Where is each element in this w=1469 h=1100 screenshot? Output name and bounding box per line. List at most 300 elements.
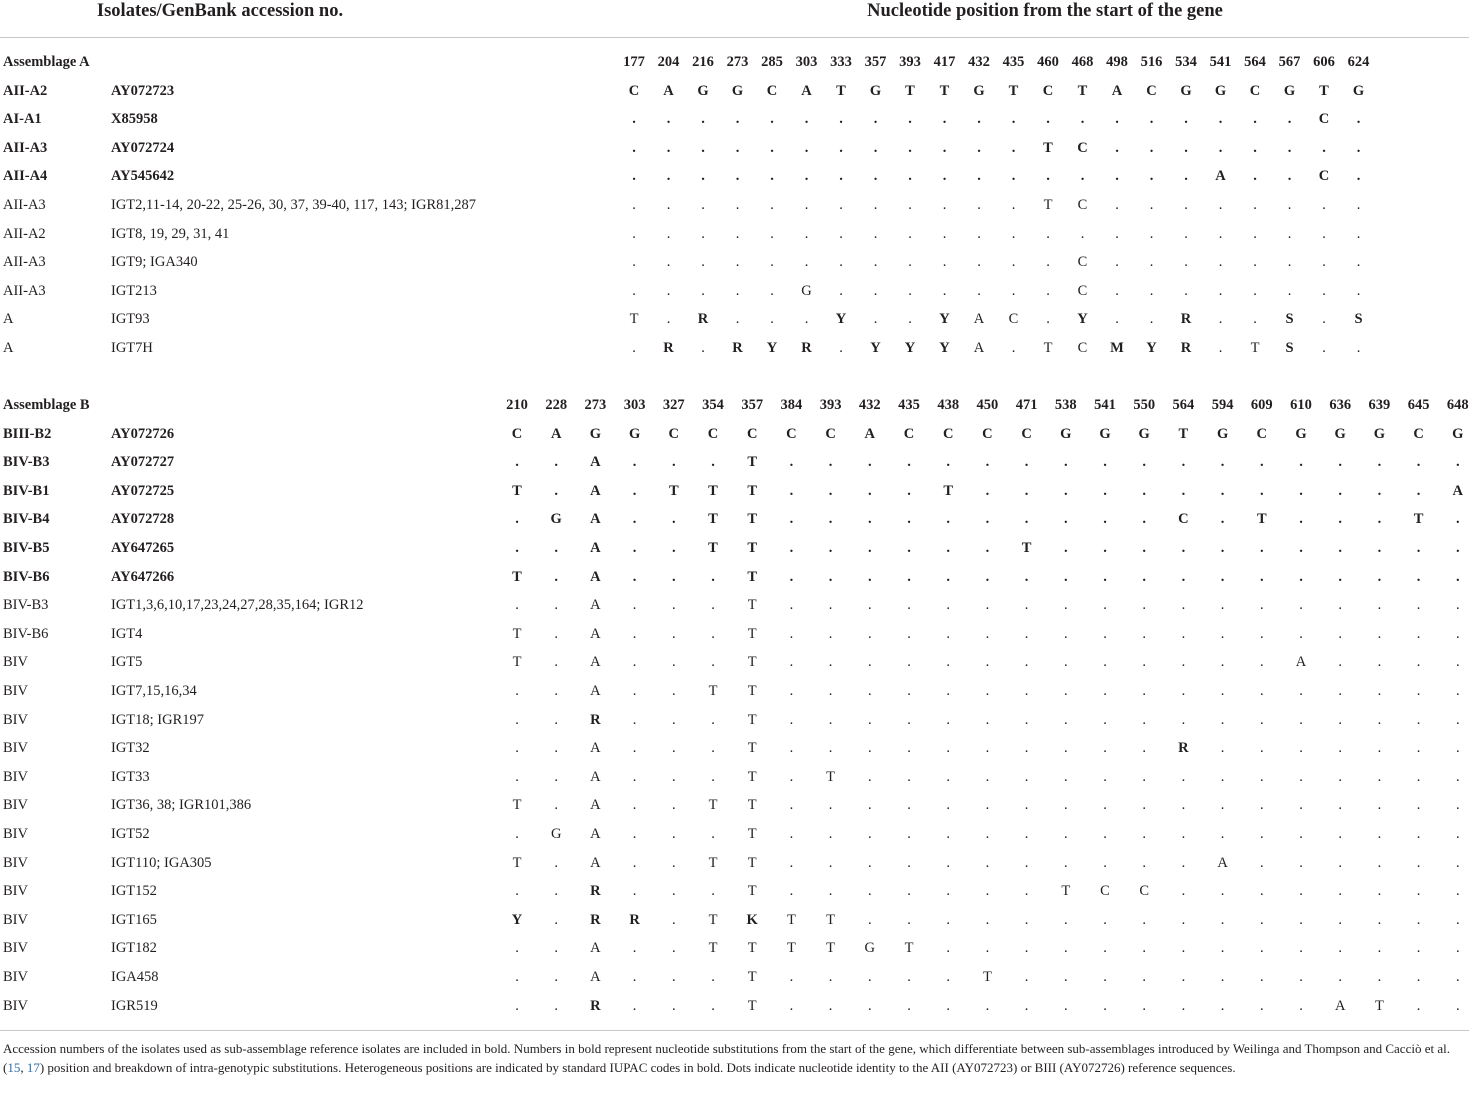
nucleotide-cell: .	[1455, 568, 1460, 585]
nucleotide-cell: .	[985, 454, 990, 471]
nucleotide-cell: .	[1142, 940, 1146, 957]
nucleotide-cell: C	[628, 82, 640, 99]
nucleotide-cell: G	[628, 425, 641, 442]
nucleotide-cell: T	[747, 854, 757, 871]
nucleotide-cell: G	[801, 282, 812, 299]
nucleotide-cell: .	[1416, 482, 1421, 499]
position-header: 594	[1211, 397, 1234, 413]
nucleotide-cell: .	[1142, 854, 1146, 871]
nucleotide-cell: C	[511, 425, 523, 442]
nucleotide-cell: C	[1077, 197, 1088, 213]
nucleotide-cell: .	[1142, 568, 1146, 585]
nucleotide-cell: G	[1138, 425, 1150, 442]
nucleotide-cell: .	[1416, 997, 1421, 1014]
nucleotide-cell: .	[1299, 969, 1303, 985]
nucleotide-cell: T	[905, 82, 915, 99]
nucleotide-cell: .	[554, 654, 558, 671]
nucleotide-cell: .	[908, 197, 912, 213]
nucleotide-cell: .	[515, 454, 519, 471]
nucleotide-cell: .	[554, 540, 558, 556]
nucleotide-cell: .	[1416, 711, 1421, 728]
nucleotide-cell: .	[1253, 311, 1257, 328]
nucleotide-cell: .	[1024, 883, 1029, 900]
nucleotide-cell: .	[1181, 568, 1186, 585]
nucleotide-cell: .	[985, 568, 990, 585]
nucleotide-cell: .	[907, 625, 911, 642]
nucleotide-cell: .	[671, 625, 676, 642]
position-header: 645	[1407, 397, 1430, 413]
subassemblage-label: BIV	[3, 940, 28, 957]
nucleotide-cell: .	[789, 854, 794, 871]
nucleotide-cell: .	[907, 711, 911, 728]
nucleotide-cell: T	[1250, 340, 1260, 356]
nucleotide-cell: .	[632, 168, 636, 185]
nucleotide-cell: .	[907, 482, 911, 499]
nucleotide-cell: .	[711, 740, 715, 757]
nucleotide-cell: .	[1299, 454, 1303, 471]
nucleotide-cell: .	[632, 111, 636, 128]
position-header: 648	[1446, 397, 1469, 413]
nucleotide-cell: .	[1063, 768, 1068, 785]
nucleotide-cell: G	[1060, 425, 1072, 442]
nucleotide-cell: R	[801, 340, 812, 356]
nucleotide-cell: .	[1455, 683, 1460, 699]
nucleotide-cell: .	[770, 254, 774, 271]
nucleotide-cell: .	[1046, 282, 1050, 299]
nucleotide-cell: .	[1142, 683, 1146, 699]
nucleotide-cell: .	[828, 654, 833, 671]
nucleotide-cell: .	[942, 282, 947, 299]
nucleotide-cell: .	[711, 826, 715, 842]
nucleotide-cell: .	[1338, 883, 1342, 900]
nucleotide-cell: T	[1256, 511, 1267, 528]
nucleotide-cell: .	[839, 340, 843, 356]
position-header: 538	[1054, 397, 1077, 413]
nucleotide-cell: .	[1253, 111, 1257, 128]
nucleotide-cell: T	[747, 826, 757, 842]
nucleotide-cell: .	[554, 482, 558, 499]
nucleotide-cell: .	[1024, 597, 1029, 614]
nucleotide-cell: .	[1218, 225, 1223, 242]
nucleotide-cell: .	[1103, 940, 1107, 957]
nucleotide-cell: .	[942, 197, 947, 213]
nucleotide-cell: A	[801, 82, 812, 99]
nucleotide-cell: .	[1181, 969, 1186, 985]
subassemblage-label: BIV	[3, 826, 28, 842]
nucleotide-cell: .	[632, 254, 636, 271]
nucleotide-cell: .	[1024, 969, 1029, 985]
nucleotide-cell: R	[663, 340, 674, 356]
nucleotide-cell: Y	[1077, 311, 1088, 328]
nucleotide-cell: .	[1103, 654, 1107, 671]
nucleotide-cell: .	[1063, 711, 1068, 728]
nucleotide-cell: T	[708, 683, 718, 699]
accession-label: IGT36, 38; IGR101,386	[111, 797, 252, 814]
nucleotide-cell: .	[977, 282, 981, 299]
nucleotide-cell: .	[1181, 854, 1186, 871]
nucleotide-cell: .	[1115, 139, 1119, 156]
nucleotide-cell: .	[1416, 969, 1421, 985]
nucleotide-cell: .	[1142, 654, 1146, 671]
nucleotide-cell: .	[946, 797, 950, 814]
nucleotide-cell: .	[867, 711, 872, 728]
nucleotide-cell: .	[1455, 768, 1460, 785]
subassemblage-label: BIV	[3, 997, 28, 1014]
position-header: 357	[864, 54, 887, 70]
nucleotide-cell: .	[515, 740, 519, 757]
nucleotide-cell: .	[1416, 654, 1421, 671]
accession-label: IGR519	[111, 997, 158, 1014]
nucleotide-cell: R	[1180, 340, 1192, 356]
nucleotide-cell: .	[985, 711, 990, 728]
nucleotide-cell: .	[907, 568, 911, 585]
nucleotide-cell: .	[666, 282, 671, 299]
nucleotide-cell: G	[550, 826, 562, 842]
nucleotide-cell: .	[1416, 625, 1421, 642]
nucleotide-cell: .	[1287, 282, 1292, 299]
nucleotide-cell: A	[590, 969, 601, 985]
nucleotide-cell: .	[1259, 997, 1264, 1014]
position-header: 460	[1037, 54, 1059, 70]
nucleotide-cell: .	[1024, 568, 1029, 585]
nucleotide-cell: .	[1377, 597, 1382, 614]
nucleotide-cell: .	[1063, 540, 1068, 556]
nucleotide-cell: .	[1259, 625, 1264, 642]
nucleotide-cell: .	[873, 282, 878, 299]
nucleotide-cell: .	[985, 826, 990, 842]
nucleotide-cell: .	[632, 454, 637, 471]
nucleotide-cell: .	[1259, 597, 1264, 614]
nucleotide-cell: .	[804, 311, 809, 328]
nucleotide-cell: .	[789, 625, 794, 642]
nucleotide-cell: .	[770, 282, 774, 299]
nucleotide-cell: C	[825, 425, 836, 442]
nucleotide-cell: .	[1416, 940, 1421, 957]
nucleotide-cell: .	[1011, 254, 1016, 271]
accession-label: AY072726	[111, 425, 175, 442]
nucleotide-cell: T	[747, 654, 757, 671]
accession-label: AY072725	[111, 482, 175, 499]
nucleotide-cell: T	[747, 454, 758, 471]
nucleotide-cell: C	[1100, 883, 1110, 900]
position-header: 273	[726, 54, 749, 70]
nucleotide-cell: .	[1377, 854, 1382, 871]
nucleotide-cell: .	[554, 711, 558, 728]
nucleotide-cell: .	[867, 854, 872, 871]
subassemblage-label: BIV	[3, 683, 28, 699]
nucleotide-cell: Y	[835, 311, 847, 328]
nucleotide-cell: T	[1021, 540, 1032, 556]
nucleotide-cell: .	[1259, 482, 1264, 499]
nucleotide-cell: .	[942, 168, 947, 185]
accession-label: IGT9; IGA340	[111, 254, 198, 271]
nucleotide-cell: .	[1356, 139, 1361, 156]
nucleotide-cell: .	[666, 111, 671, 128]
nucleotide-cell: A	[590, 482, 601, 499]
nucleotide-cell: .	[1063, 740, 1068, 757]
header-divider	[0, 37, 1469, 38]
nucleotide-cell: .	[554, 911, 558, 928]
accession-label: AY072727	[111, 454, 175, 471]
nucleotide-cell: .	[1356, 197, 1361, 213]
nucleotide-cell: A	[590, 683, 601, 699]
nucleotide-cell: T	[708, 797, 718, 814]
nucleotide-cell: .	[701, 254, 705, 271]
nucleotide-cell: .	[867, 826, 872, 842]
nucleotide-cell: .	[1356, 168, 1361, 185]
nucleotide-cell: .	[908, 168, 912, 185]
nucleotide-cell: .	[671, 597, 676, 614]
nucleotide-cell: .	[789, 797, 794, 814]
nucleotide-cell: .	[1115, 311, 1119, 328]
nucleotide-cell: .	[1046, 254, 1050, 271]
nucleotide-cell: .	[1299, 482, 1303, 499]
nucleotide-cell: .	[1455, 826, 1460, 842]
nucleotide-cell: .	[828, 797, 833, 814]
nucleotide-cell: .	[515, 768, 519, 785]
section-title: Assemblage B	[3, 397, 90, 413]
nucleotide-cell: M	[1110, 340, 1124, 356]
nucleotide-cell: T	[1178, 425, 1189, 442]
nucleotide-cell: .	[946, 883, 950, 900]
nucleotide-cell: .	[1220, 454, 1225, 471]
nucleotide-cell: .	[711, 568, 715, 585]
subassemblage-label: A	[3, 340, 14, 356]
nucleotide-cell: .	[839, 282, 843, 299]
nucleotide-cell: .	[1011, 282, 1016, 299]
nucleotide-cell: .	[671, 826, 676, 842]
subassemblage-label: BIV	[3, 969, 28, 985]
nucleotide-cell: .	[1253, 197, 1257, 213]
position-header: 216	[692, 54, 714, 70]
nucleotide-cell: .	[1338, 597, 1342, 614]
nucleotide-cell: R	[732, 340, 743, 356]
nucleotide-cell: .	[1024, 683, 1029, 699]
nucleotide-cell: T	[747, 511, 758, 528]
subassemblage-label: BIII-B2	[3, 425, 52, 442]
nucleotide-cell: .	[1149, 254, 1154, 271]
nucleotide-cell: .	[873, 111, 878, 128]
accession-label: IGT8, 19, 29, 31, 41	[111, 225, 230, 242]
nucleotide-cell: .	[1416, 597, 1421, 614]
nucleotide-cell: .	[1184, 254, 1188, 271]
nucleotide-cell: .	[977, 139, 981, 156]
nucleotide-cell: .	[1024, 940, 1029, 957]
footnote-ref-17[interactable]: 17	[26, 1059, 40, 1075]
nucleotide-cell: .	[908, 311, 912, 328]
nucleotide-cell: .	[946, 911, 950, 928]
nucleotide-cell: .	[671, 454, 676, 471]
nucleotide-cell: C	[942, 425, 954, 442]
nucleotide-cell: .	[735, 225, 740, 242]
nucleotide-cell: .	[907, 826, 911, 842]
nucleotide-cell: .	[1103, 797, 1107, 814]
nucleotide-cell: T	[747, 740, 757, 757]
nucleotide-cell: .	[1416, 683, 1421, 699]
nucleotide-cell: .	[1142, 540, 1146, 556]
nucleotide-cell: .	[1455, 511, 1460, 528]
nucleotide-cell: C	[786, 425, 797, 442]
nucleotide-cell: G	[1180, 82, 1192, 99]
nucleotide-cell: .	[1356, 282, 1361, 299]
nucleotide-cell: .	[1218, 139, 1223, 156]
nucleotide-cell: .	[1181, 482, 1186, 499]
position-header: 541	[1209, 54, 1232, 70]
nucleotide-cell: .	[632, 969, 637, 985]
nucleotide-cell: T	[1374, 997, 1384, 1014]
nucleotide-cell: .	[985, 625, 990, 642]
nucleotide-cell: .	[1218, 282, 1223, 299]
nucleotide-cell: R	[590, 883, 601, 900]
nucleotide-cell: .	[1181, 940, 1186, 957]
nucleotide-cell: .	[1220, 482, 1225, 499]
nucleotide-cell: .	[1338, 540, 1342, 556]
position-header: 498	[1106, 54, 1128, 70]
nucleotide-cell: .	[1142, 482, 1146, 499]
nucleotide-cell: .	[908, 254, 912, 271]
nucleotide-cell: .	[789, 740, 794, 757]
position-header: 333	[830, 54, 852, 70]
nucleotide-cell: .	[735, 254, 740, 271]
nucleotide-cell: .	[828, 454, 833, 471]
nucleotide-cell: .	[946, 540, 950, 556]
position-header: 550	[1133, 397, 1156, 413]
position-header: 354	[702, 397, 724, 413]
nucleotide-cell: .	[977, 168, 981, 185]
nucleotide-cell: .	[770, 168, 774, 185]
nucleotide-cell: .	[1080, 168, 1085, 185]
nucleotide-cell: .	[554, 625, 558, 642]
nucleotide-cell: .	[671, 511, 676, 528]
nucleotide-cell: .	[671, 854, 676, 871]
nucleotide-cell: .	[1024, 854, 1029, 871]
nucleotide-cell: .	[804, 225, 809, 242]
accession-label: X85958	[111, 111, 158, 128]
nucleotide-cell: .	[1011, 139, 1016, 156]
accession-label: IGT110; IGA305	[111, 854, 212, 871]
footnote-ref-15[interactable]: 15	[7, 1059, 21, 1075]
nucleotide-cell: R	[697, 311, 709, 328]
nucleotide-cell: .	[1455, 540, 1460, 556]
nucleotide-cell: T	[747, 940, 757, 957]
nucleotide-cell: .	[1253, 139, 1257, 156]
nucleotide-cell: .	[804, 168, 809, 185]
nucleotide-cell: C	[1077, 340, 1088, 356]
nucleotide-cell: .	[1259, 826, 1264, 842]
nucleotide-cell: R	[590, 711, 601, 728]
nucleotide-cell: .	[1377, 511, 1382, 528]
position-header: 516	[1140, 54, 1163, 70]
nucleotide-cell: .	[985, 797, 990, 814]
nucleotide-cell: .	[1259, 797, 1264, 814]
nucleotide-cell: .	[1377, 568, 1382, 585]
nucleotide-cell: .	[867, 969, 872, 985]
nucleotide-cell: .	[1416, 454, 1421, 471]
nucleotide-cell: .	[1063, 969, 1068, 985]
accession-label: IGT32	[111, 740, 150, 757]
nucleotide-cell: G	[731, 82, 744, 99]
nucleotide-cell: .	[1416, 568, 1421, 585]
subassemblage-label: AII-A2	[3, 82, 48, 99]
nucleotide-cell: .	[1259, 740, 1264, 757]
nucleotide-cell: T	[939, 82, 950, 99]
nucleotide-cell: .	[671, 654, 676, 671]
nucleotide-cell: C	[1077, 254, 1088, 271]
nucleotide-cell: T	[747, 482, 758, 499]
subassemblage-label: A	[3, 311, 14, 328]
nucleotide-cell: .	[1338, 654, 1342, 671]
accession-label: IGT4	[111, 625, 143, 642]
nucleotide-cell: T	[1043, 197, 1053, 213]
nucleotide-cell: .	[1103, 511, 1107, 528]
nucleotide-cell: .	[1149, 282, 1154, 299]
nucleotide-cell: .	[1063, 997, 1068, 1014]
nucleotide-cell: .	[1218, 254, 1223, 271]
nucleotide-cell: .	[1416, 854, 1421, 871]
nucleotide-cell: .	[942, 225, 947, 242]
nucleotide-cell: Y	[904, 340, 916, 356]
nucleotide-cell: .	[828, 883, 833, 900]
nucleotide-cell: .	[671, 997, 676, 1014]
subassemblage-label: BIV	[3, 911, 28, 928]
nucleotide-cell: .	[789, 969, 794, 985]
nucleotide-cell: T	[512, 854, 522, 871]
nucleotide-cell: T	[668, 482, 679, 499]
nucleotide-cell: .	[1220, 625, 1225, 642]
accession-label: IGT182	[111, 940, 157, 957]
position-header: 357	[741, 397, 764, 413]
nucleotide-cell: .	[867, 768, 872, 785]
nucleotide-cell: .	[1181, 911, 1186, 928]
nucleotide-cell: .	[828, 540, 833, 556]
nucleotide-cell: .	[1259, 883, 1264, 900]
nucleotide-cell: .	[839, 225, 843, 242]
nucleotide-cell: .	[1063, 940, 1068, 957]
position-header: 228	[545, 397, 568, 413]
nucleotide-cell: .	[1220, 740, 1225, 757]
nucleotide-cell: .	[907, 768, 911, 785]
nucleotide-cell: T	[747, 969, 757, 985]
nucleotide-cell: .	[632, 282, 636, 299]
position-header: 435	[898, 397, 920, 413]
nucleotide-cell: .	[946, 997, 950, 1014]
nucleotide-cell: A	[1111, 82, 1123, 99]
nucleotide-cell: .	[554, 740, 558, 757]
nucleotide-cell: T	[747, 997, 757, 1014]
nucleotide-cell: .	[1455, 740, 1460, 757]
nucleotide-cell: .	[1338, 797, 1342, 814]
nucleotide-cell: G	[589, 425, 602, 442]
nucleotide-cell: .	[1377, 683, 1382, 699]
nucleotide-cell: .	[867, 997, 872, 1014]
nucleotide-cell: .	[789, 768, 794, 785]
nucleotide-cell: .	[1011, 340, 1016, 356]
nucleotide-cell: .	[1063, 854, 1068, 871]
nucleotide-cell: .	[554, 568, 558, 585]
nucleotide-cell: .	[1181, 540, 1186, 556]
nucleotide-cell: G	[1295, 425, 1307, 442]
nucleotide-cell: .	[1142, 969, 1146, 985]
nucleotide-cell: .	[1455, 997, 1460, 1014]
nucleotide-cell: T	[943, 482, 954, 499]
nucleotide-cell: .	[1377, 482, 1382, 499]
nucleotide-cell: .	[515, 683, 519, 699]
nucleotide-cell: .	[1103, 740, 1107, 757]
nucleotide-cell: .	[1299, 711, 1303, 728]
nucleotide-cell: G	[1216, 425, 1229, 442]
nucleotide-cell: .	[1142, 826, 1146, 842]
nucleotide-cell: .	[789, 997, 794, 1014]
